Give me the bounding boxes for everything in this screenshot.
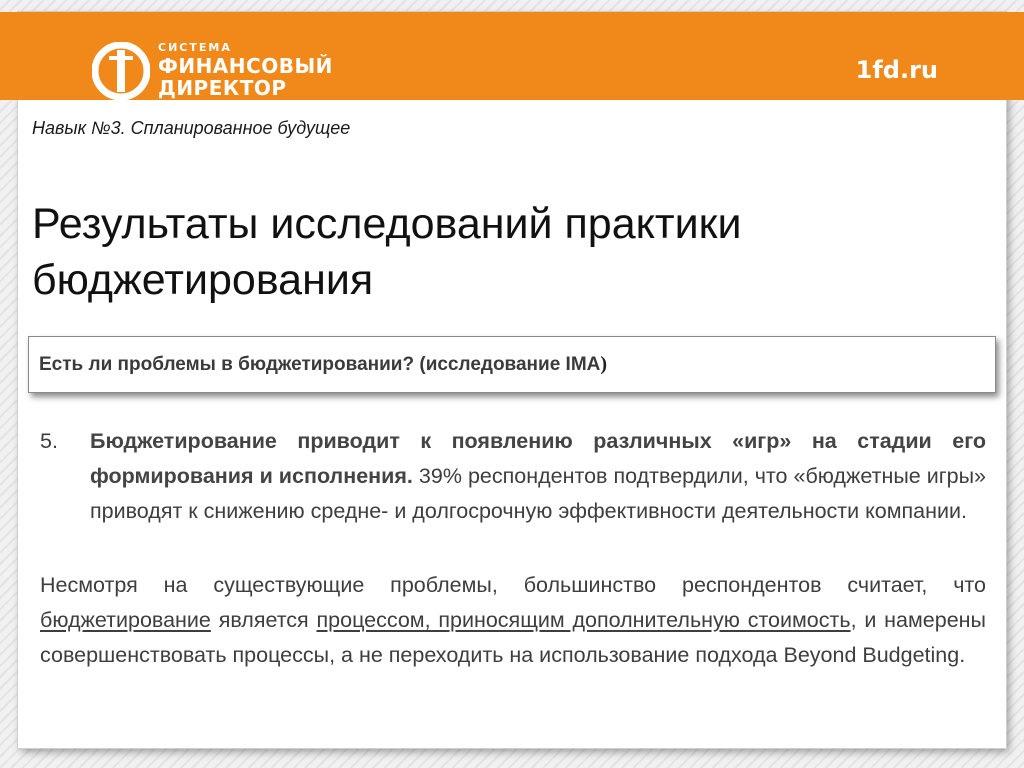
paragraph-part-2: является — [210, 608, 317, 632]
logo-icon — [92, 42, 150, 100]
paragraph-part-3: , и намерены совершенствовать процессы, а не переходить на использование подхода Beyond Budgeting. — [40, 608, 986, 667]
paragraph-part-1: Несмотря на существующие проблемы, большинство респондентов считает, что — [40, 573, 986, 597]
logo-text — [158, 42, 333, 100]
list-item-text: 39% респондентов подтвердили, что «бюджетные игры» приводят к снижению средне- и долгосрочную эффективности деятельности компании. — [90, 464, 986, 523]
slide-title — [32, 196, 972, 308]
body-paragraph — [40, 568, 986, 673]
question-label: Есть ли проблемы в бюджетировании? (исследование IMA — [39, 354, 601, 375]
underline-value: процессом, приносящим дополнительную стоимость — [316, 608, 851, 632]
title-line-2: бюджетирования — [32, 256, 374, 304]
list-item-bold: Бюджетирование приводит к появлению различных «игр» на стадии его формирования и исполнения. — [90, 429, 986, 488]
question-box — [28, 336, 996, 393]
question-text — [39, 353, 607, 376]
slide-subtitle: Навык №3. Спланированное будущее — [32, 118, 351, 138]
logo-line-1: СИСТЕМА — [158, 41, 232, 54]
list-item-number: 5. — [40, 429, 58, 453]
list-item-body — [90, 424, 986, 529]
underline-budgeting: бюджетирование — [40, 608, 211, 632]
question-paren: ) — [600, 353, 608, 375]
logo-line-2: ФИНАНСОВЫЙ — [158, 54, 333, 78]
header-bar — [0, 12, 1024, 100]
title-line-1: Результаты исследований практики — [32, 200, 742, 248]
site-link[interactable]: 1fd.ru — [855, 56, 938, 84]
logo-line-3: ДИРЕКТОР — [158, 76, 287, 100]
